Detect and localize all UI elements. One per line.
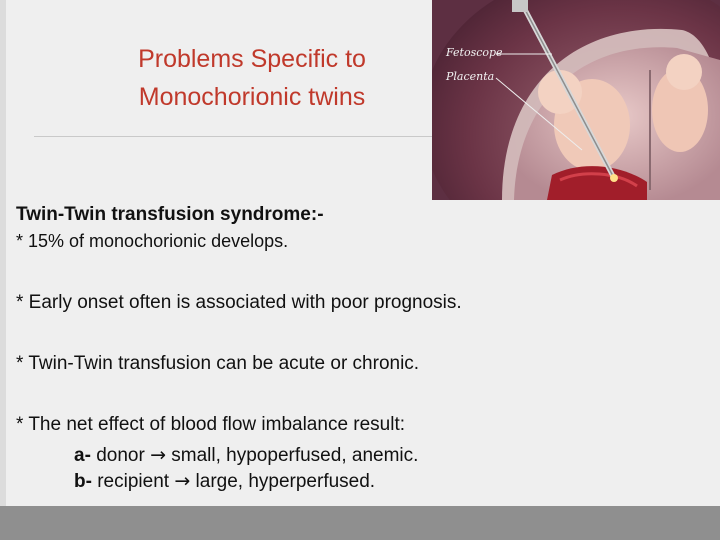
title-line-2: Monochorionic twins bbox=[138, 83, 366, 111]
fetoscopy-illustration bbox=[432, 0, 720, 200]
bullet-prevalence: * 15% of monochorionic develops. bbox=[16, 231, 289, 251]
bullet-acute-chronic: * Twin-Twin transfusion can be acute or chronic. bbox=[16, 353, 420, 374]
bottom-band bbox=[0, 506, 720, 540]
bullet-early-onset: * Early onset often is associated with poor prognosis. bbox=[16, 292, 462, 313]
bullet-net-effect: * The net effect of blood flow imbalance result: bbox=[16, 414, 406, 435]
sub-item-recipient bbox=[74, 469, 375, 494]
recipient-description: large, hyperperfused. bbox=[195, 471, 376, 492]
recipient-word: recipient bbox=[97, 471, 170, 492]
sub-item-donor bbox=[74, 443, 418, 468]
fetoscope-label: Fetoscope bbox=[446, 46, 503, 59]
donor-prefix: a- bbox=[74, 445, 91, 466]
title-divider bbox=[34, 136, 438, 137]
placenta-label: Placenta bbox=[446, 70, 495, 83]
slide-title bbox=[82, 40, 422, 116]
donor-description: small, hypoperfused, anemic. bbox=[171, 445, 419, 466]
title-line-1: Problems Specific to bbox=[138, 45, 366, 73]
donor-word: donor bbox=[96, 445, 145, 466]
arrow-right-icon: → bbox=[174, 470, 191, 492]
ttts-heading: Twin-Twin transfusion syndrome:- bbox=[16, 204, 324, 225]
left-rail bbox=[0, 0, 6, 540]
recipient-prefix: b- bbox=[74, 471, 92, 492]
arrow-right-icon: → bbox=[150, 444, 166, 466]
